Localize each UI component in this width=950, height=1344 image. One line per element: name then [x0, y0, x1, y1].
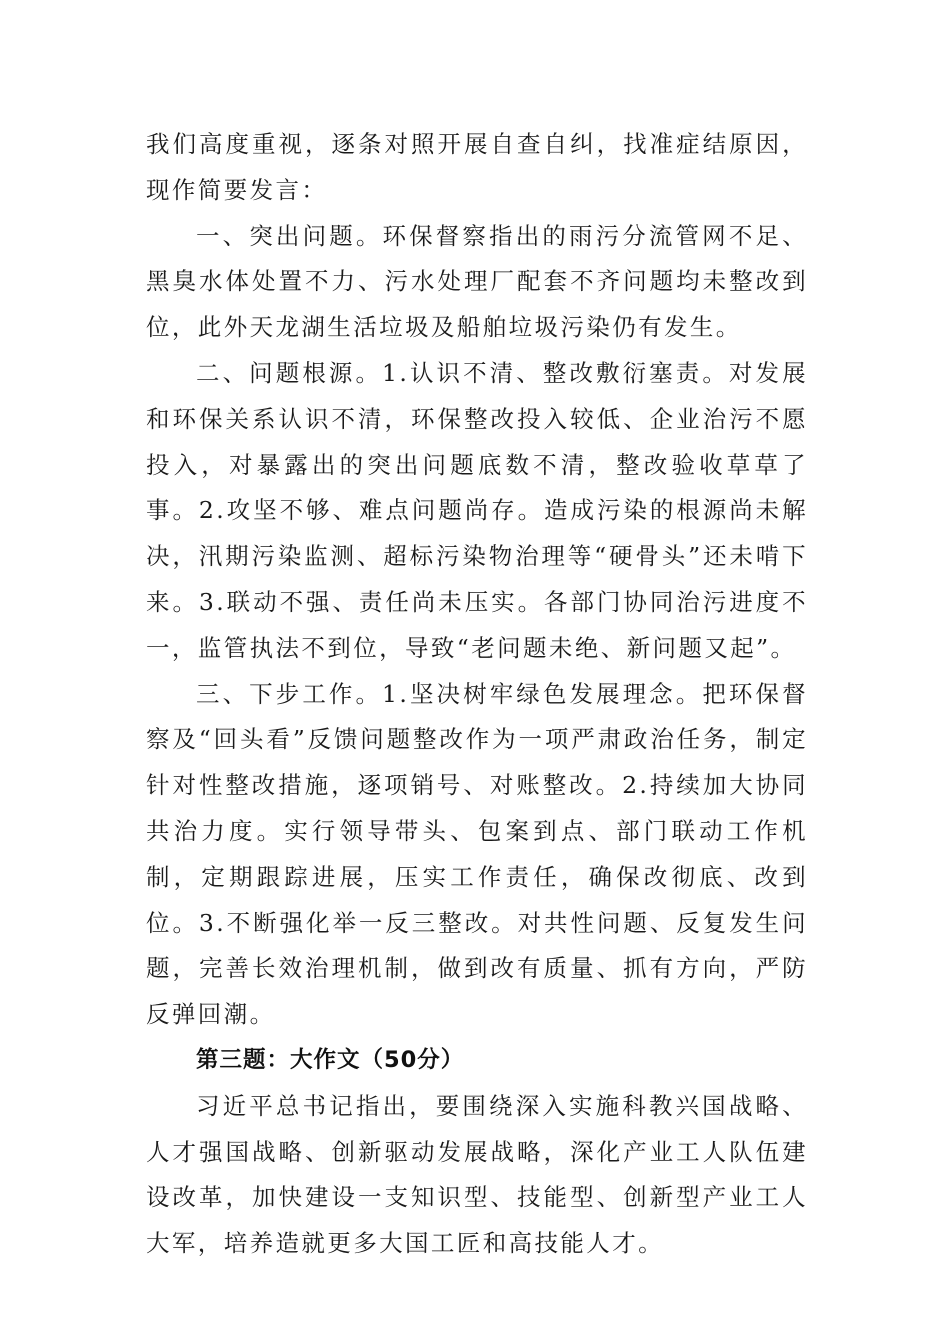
document-body [146, 122, 808, 1267]
section-problems-paragraph: 一、突出问题。环保督察指出的雨污分流管网不足、黑臭水体处置不力、污水处理厂配套不齐问题均未整改到位，此外天龙湖生活垃圾及船舶垃圾污染仍有发生。 [146, 221, 808, 342]
intro-paragraph: 我们高度重视，逐条对照开展自查自纠，找准症结原因，现作简要发言： [146, 130, 808, 204]
essay-prompt-paragraph: 习近平总书记指出，要围绕深入实施科教兴国战略、人才强国战略、创新驱动发展战略，深化产业工人队伍建设改革，加快建设一支知识型、技能型、创新型产业工人大军，培养造就更多大国工匠和高技能人才。 [146, 1091, 808, 1258]
section-next-steps-paragraph: 三、下步工作。1.坚决树牢绿色发展理念。把环保督察及“回头看”反馈问题整改作为一项严肃政治任务，制定针对性整改措施，逐项销号、对账整改。2.持续加大协同共治力度。实行领导带头、包案到点、部门联动工作机制，定期跟踪进展，压实工作责任，确保改彻底、改到位。3.不断强化举一反三整改。对共性问题、反复发生问题，完善长效治理机制，做到改有质量、抓有方向，严防反弹回潮。 [146, 679, 808, 1029]
section-root-causes-paragraph: 二、问题根源。1.认识不清、整改敷衍塞责。对发展和环保关系认识不清，环保整改投入较低、企业治污不愿投入，对暴露出的突出问题底数不清，整改验收草草了事。2.攻坚不够、难点问题尚存。造成污染的根源尚未解决，汛期污染监测、超标污染物治理等“硬骨头”还未啃下来。3.联动不强、责任尚未压实。各部门协同治污进度不一，监管执法不到位，导致“老问题未绝、新问题又起”。 [146, 358, 808, 662]
question-heading: 第三题：大作文（50分） [196, 1046, 465, 1073]
